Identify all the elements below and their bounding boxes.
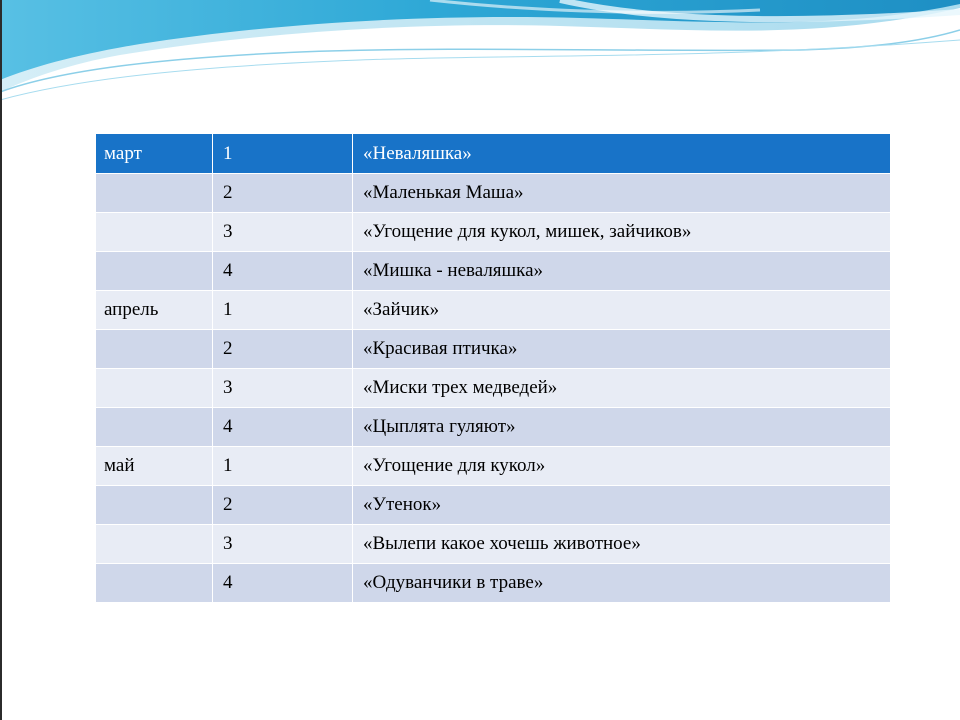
lesson-number-cell: 2: [213, 174, 353, 213]
lesson-title-cell: «Миски трех медведей»: [353, 369, 891, 408]
table-row: [96, 213, 891, 252]
lesson-title-cell: «Маленькая Маша»: [353, 174, 891, 213]
lesson-plan-table: [95, 133, 891, 603]
table-row: [96, 330, 891, 369]
lesson-number-cell: 2: [213, 330, 353, 369]
month-cell: [96, 564, 213, 603]
month-cell: [96, 408, 213, 447]
table-row: [96, 486, 891, 525]
lesson-title-cell: «Одуванчики в траве»: [353, 564, 891, 603]
lesson-title-cell: «Мишка - неваляшка»: [353, 252, 891, 291]
table-row: [96, 408, 891, 447]
lesson-number-cell: 4: [213, 252, 353, 291]
table-row: [96, 564, 891, 603]
month-cell: [96, 486, 213, 525]
lesson-number-cell: 1: [213, 291, 353, 330]
month-cell: [96, 525, 213, 564]
lesson-title-cell: «Утенок»: [353, 486, 891, 525]
month-cell: [96, 252, 213, 291]
table-header-row: [96, 134, 891, 174]
slide-left-border: [0, 0, 2, 720]
table-row: [96, 291, 891, 330]
month-cell: май: [96, 447, 213, 486]
lesson-title-cell: «Вылепи какое хочешь животное»: [353, 525, 891, 564]
table-row: [96, 252, 891, 291]
lesson-title-cell: «Угощение для кукол, мишек, зайчиков»: [353, 213, 891, 252]
lesson-number-cell: 4: [213, 564, 353, 603]
lesson-title-cell: «Красивая птичка»: [353, 330, 891, 369]
lesson-number-cell: 4: [213, 408, 353, 447]
lesson-number-cell: 1: [213, 447, 353, 486]
lesson-title-cell: «Угощение для кукол»: [353, 447, 891, 486]
lesson-number-cell: 1: [213, 134, 353, 174]
lesson-title-cell: «Неваляшка»: [353, 134, 891, 174]
wave-decoration: [0, 0, 960, 120]
month-cell: [96, 213, 213, 252]
lesson-number-cell: 3: [213, 369, 353, 408]
table-row: [96, 369, 891, 408]
month-cell: [96, 330, 213, 369]
month-cell: [96, 174, 213, 213]
lesson-title-cell: «Зайчик»: [353, 291, 891, 330]
lesson-number-cell: 2: [213, 486, 353, 525]
lesson-title-cell: «Цыплята гуляют»: [353, 408, 891, 447]
table-row: [96, 174, 891, 213]
lesson-number-cell: 3: [213, 525, 353, 564]
month-cell: март: [96, 134, 213, 174]
lesson-number-cell: 3: [213, 213, 353, 252]
month-cell: [96, 369, 213, 408]
month-cell: апрель: [96, 291, 213, 330]
table-row: [96, 525, 891, 564]
table-row: [96, 447, 891, 486]
